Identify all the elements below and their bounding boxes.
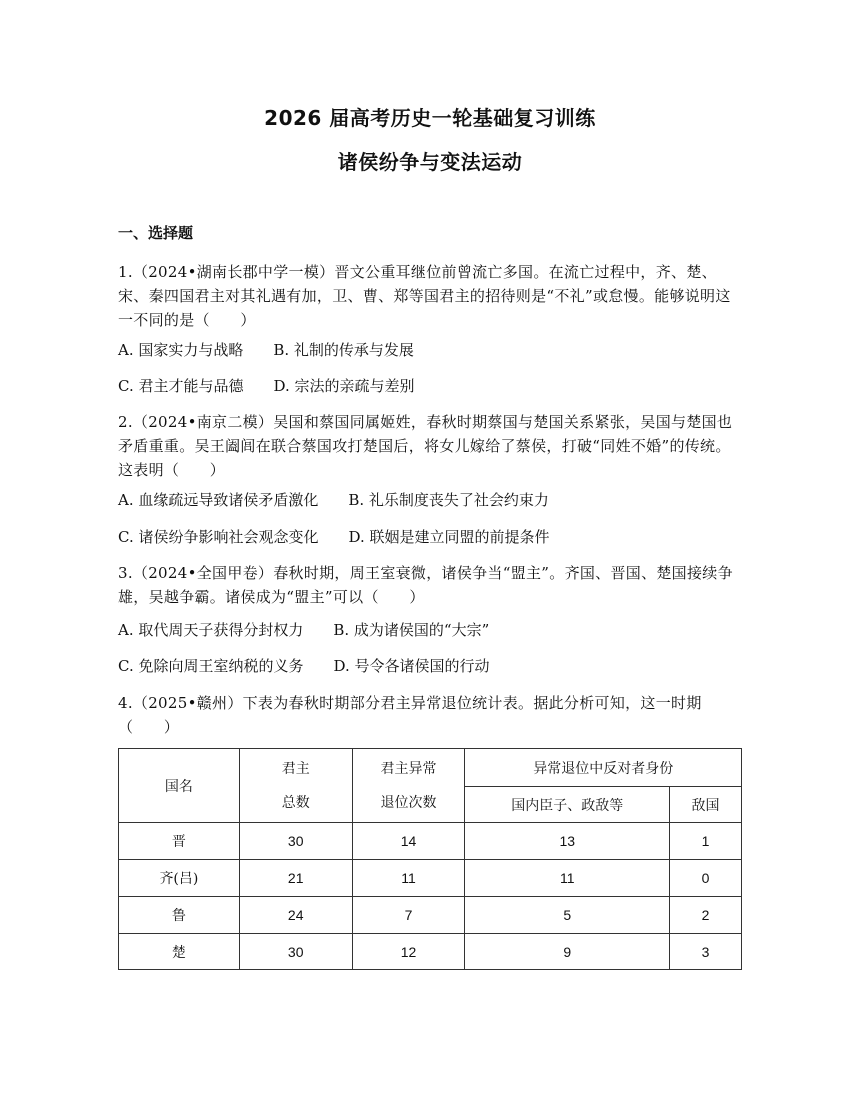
header-opponent-identity: 异常退位中反对者身份 <box>465 749 742 787</box>
cell-enemy: 1 <box>670 823 742 860</box>
table-row <box>119 897 742 934</box>
question-1-option-d: D. 宗法的亲疏与差别 <box>273 377 415 395</box>
cell-enemy: 2 <box>670 897 742 934</box>
cell-total: 30 <box>239 934 352 970</box>
cell-domestic: 11 <box>465 860 670 897</box>
header-country: 国名 <box>119 749 240 823</box>
question-1-text: 1.（2024•湖南长郡中学一模）晋文公重耳继位前曾流亡多国。在流亡过程中，齐、楚、宋、秦四国君主对其礼遇有加，卫、曹、郑等国君主的招待则是“不礼”或怠慢。能够说明这一不同的是（ ） <box>118 263 731 329</box>
question-3-options-row-2 <box>118 656 490 676</box>
header-enemy-state: 敌国 <box>670 787 742 823</box>
cell-country: 鲁 <box>119 897 240 934</box>
header-abnormal-line2: 退位次数 <box>380 794 437 811</box>
cell-abnormal: 7 <box>352 897 465 934</box>
question-2-option-c: C. 诸侯纷争影响社会观念变化 <box>118 528 319 546</box>
question-1-option-a: A. 国家实力与战略 <box>118 341 244 359</box>
question-2-option-b: B. 礼乐制度丧失了社会约束力 <box>348 491 549 509</box>
cell-domestic: 5 <box>465 897 670 934</box>
header-total-monarchs <box>239 749 352 823</box>
cell-domestic: 13 <box>465 823 670 860</box>
abdication-statistics-table <box>118 748 742 970</box>
document-title: 2026 届高考历史一轮基础复习训练 <box>264 106 596 130</box>
cell-enemy: 3 <box>670 934 742 970</box>
header-total-line1: 君主 <box>281 760 310 777</box>
cell-country: 晋 <box>119 823 240 860</box>
question-1-option-b: B. 礼制的传承与发展 <box>273 341 414 359</box>
table-row <box>119 860 742 897</box>
header-abnormal-abdications <box>352 749 465 823</box>
header-domestic: 国内臣子、政敌等 <box>465 787 670 823</box>
table-header-row <box>119 749 742 787</box>
cell-total: 30 <box>239 823 352 860</box>
question-4-text: 4.（2025•赣州）下表为春秋时期部分君主异常退位统计表。据此分析可知，这一时期（ ） <box>118 694 702 736</box>
question-3-text: 3.（2024•全国甲卷）春秋时期，周王室衰微，诸侯争当“盟主”。齐国、晋国、楚国接续争雄，吴越争霸。诸侯成为“盟主”可以（ ） <box>118 564 733 606</box>
question-2-option-d: D. 联姻是建立同盟的前提条件 <box>348 528 550 546</box>
cell-abnormal: 14 <box>352 823 465 860</box>
question-1-options-row-1 <box>118 340 414 360</box>
cell-country: 楚 <box>119 934 240 970</box>
table-row <box>119 823 742 860</box>
question-3-option-c: C. 免除向周王室纳税的义务 <box>118 657 304 675</box>
question-1-option-c: C. 君主才能与品德 <box>118 377 244 395</box>
header-total-line2: 总数 <box>281 794 310 811</box>
cell-abnormal: 11 <box>352 860 465 897</box>
cell-abnormal: 12 <box>352 934 465 970</box>
document-subtitle: 诸侯纷争与变法运动 <box>337 150 523 174</box>
question-1-options-row-2 <box>118 376 415 396</box>
header-abnormal-line1: 君主异常 <box>380 760 437 777</box>
cell-total: 24 <box>239 897 352 934</box>
section-heading: 一、选择题 <box>118 224 194 242</box>
cell-domestic: 9 <box>465 934 670 970</box>
table-row <box>119 934 742 970</box>
question-3-options-row-1 <box>118 620 489 640</box>
question-2-text: 2.（2024•南京二模）吴国和蔡国同属姬姓，春秋时期蔡国与楚国关系紧张，吴国与楚国也矛盾重重。吴王阖闾在联合蔡国攻打楚国后，将女儿嫁给了蔡侯，打破“同姓不婚”的传统。这表明（ ） <box>118 413 733 479</box>
cell-total: 21 <box>239 860 352 897</box>
question-2-options-row-2 <box>118 527 550 547</box>
cell-enemy: 0 <box>670 860 742 897</box>
question-3-option-d: D. 号令各诸侯国的行动 <box>333 657 490 675</box>
question-3-option-a: A. 取代周天子获得分封权力 <box>118 621 304 639</box>
cell-country: 齐(吕) <box>119 860 240 897</box>
question-2-option-a: A. 血缘疏远导致诸侯矛盾激化 <box>118 491 319 509</box>
question-2-options-row-1 <box>118 490 549 510</box>
question-3-option-b: B. 成为诸侯国的“大宗” <box>333 621 490 639</box>
